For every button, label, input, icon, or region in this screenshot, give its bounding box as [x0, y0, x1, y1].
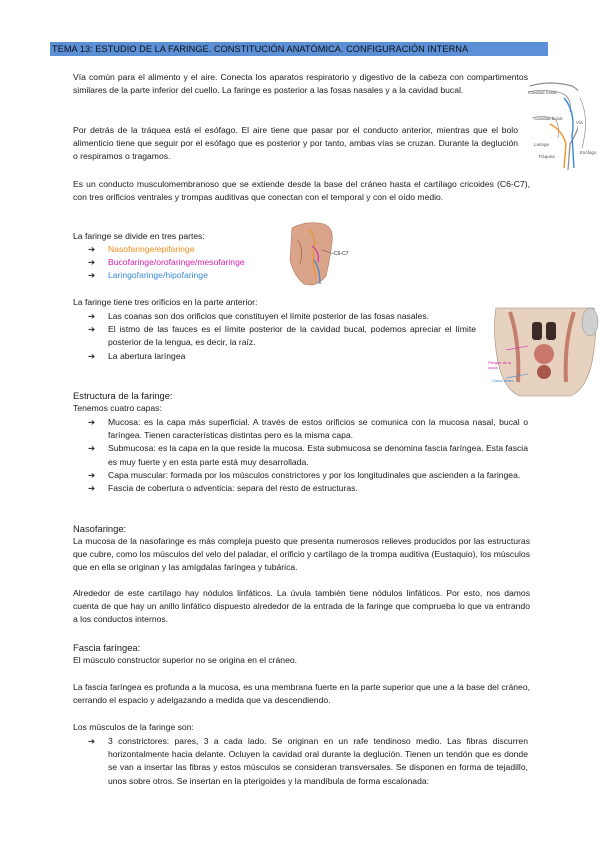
pharynx-parts-list — [88, 243, 288, 283]
layer-submucosa: Submucosa: es la capa en la que reside la mucosa. Esta submucosa se denomina fascia faríngea. Esta fascia es muy fuerte y en esta parte está muy desarrollada. — [108, 443, 528, 467]
muscles-intro: Los músculos de la faringe son: — [73, 722, 194, 732]
part-laringofaringe: Laringofaringe/hipofaringe — [108, 270, 208, 281]
figure1-label-nasal: Cavidad nasal — [528, 90, 557, 95]
list-item — [88, 256, 288, 269]
figure1-label-bucal: Cavidad bucal — [534, 116, 563, 121]
esophagus-paragraph: Por detrás de la tráquea está el esófago. El aire tiene que pasar por el conducto anterior, mientras que el bolo alimenticio tiene que seguir por el esófago que es posterior y por tanto, ambas vías se cruzan. Durante la deglución o respiramos o tragamos. — [73, 125, 518, 162]
list-item — [88, 416, 528, 442]
conduit-paragraph: Es un conducto musculomembranoso que se extiende desde la base del cráneo hasta el cartílago cricoides (C6-C7), con tres orificios ventrales y trompas auditivas que conectan con el temporal y con el oído medio. — [73, 179, 530, 203]
figure1-label-traquea: Tráquea — [538, 154, 555, 159]
arrow-icon: ➔ — [88, 417, 96, 427]
muscles-list — [88, 735, 528, 788]
part-nasofaringe: Nasofaringe/epifaringe — [108, 244, 195, 254]
layer-muscular: Capa muscular: formada por los músculos constrictores y por los longitudinales que ascienden a la faringea. — [108, 469, 521, 480]
arrow-icon: ➔ — [88, 244, 96, 254]
orifice-coanas: Las coanas son dos orificios que constituyen el límite posterior de las fosas nasales. — [108, 311, 430, 321]
layers-intro: Tenemos cuatro capas: — [73, 403, 162, 413]
figure1-label-via: Vía — [576, 120, 583, 125]
muscle-constrictores: 3 constrictores: pares, 3 a cada lado. Se originan en un rafe tendinoso medio. Las fibras discurren horizontalmente hacia delante. Ocluyen la cavidad oral durante la deglución. Tienen un tendón que es donde se van a insertar las fibras y estos músculos se consideran transversales. Se disponen en forma de tejadillo, unos sobre otros. Se insertan en la pterigoides y la mandíbula de forma escalonada: — [108, 736, 528, 786]
list-item — [88, 269, 288, 282]
arrow-icon: ➔ — [88, 311, 96, 321]
nasofaringe-paragraph-1: La mucosa de la nasofaringe es más compleja puesto que presenta numerosos relieves producidos por las estructuras que cubre, como los músculos del velo del paladar, el orificio y cartílago de la trompa auditiva (Eustaquio), los músculos que en ella se originan y las amígdalas faríngea y tubárica. — [73, 536, 530, 573]
fascia-heading: Fascia faríngea: — [73, 642, 141, 653]
figure1-label-esofago: Esófago — [580, 150, 597, 155]
layer-adventicia: Fascia de cobertura o adventicia: separa del resto de estructuras. — [108, 483, 358, 494]
arrow-icon: ➔ — [88, 350, 96, 361]
list-item — [88, 323, 476, 349]
page-title: TEMA 13: ESTUDIO DE LA FARINGE. CONSTITUCIÓN ANATÓMICA. CONFIGURACIÓN INTERNA — [50, 42, 548, 56]
parts-intro: La faringe se divide en tres partes: — [73, 231, 205, 241]
list-item — [88, 310, 476, 323]
pharynx-posterior-figure — [490, 302, 600, 398]
fascia-paragraph-1: El músculo constructor superior no se origina en el cráneo. — [73, 655, 298, 665]
arrow-icon: ➔ — [88, 469, 96, 480]
arrow-icon: ➔ — [88, 257, 96, 268]
structure-heading: Estructura de la faringe: — [73, 390, 173, 401]
list-item — [88, 482, 528, 495]
airway-diagram-labels — [520, 78, 600, 174]
figure2-label: C6-C7 — [334, 251, 349, 257]
layer-mucosa: Mucosa: es la capa más superficial. A través de estos orificios se comunica con la mucosa nasal, bucal o faríngea. Tienen características distintas pero es la misma capa. — [108, 417, 528, 441]
arrow-icon: ➔ — [88, 483, 96, 494]
layers-list — [88, 416, 528, 495]
list-item — [88, 350, 476, 363]
part-bucofaringe: Bucofaringe/orofaringe/mesofaringe — [108, 257, 245, 268]
arrow-icon: ➔ — [88, 324, 96, 335]
orifice-istmo: El istmo de las fauces es el límite posterior de la cavidad bucal, podemos apreciar el límite posterior de la lengua, es decir, la raíz. — [108, 324, 476, 348]
fascia-paragraph-2: La fascia faríngea es profunda a la mucosa, es una membrana fuerte en la parte superior que une a la base del cráneo, cerrando el espacio y adelgazando a medida que va descendiendo. — [73, 682, 530, 706]
arrow-icon: ➔ — [88, 443, 96, 454]
nasofaringe-paragraph-2: Alrededor de este cartílago hay nódulos linfáticos. La úvula también tiene nódulos linfáticos. Por esto, nos damos cuenta de que hay un anillo linfático dispuesto alrededor de la entrada de la faringe que comprueba lo que va entrando a los conductos internos. — [73, 588, 530, 625]
arrow-icon: ➔ — [88, 270, 96, 281]
list-item — [88, 735, 528, 788]
figure3-label-fibras: Canal fibras — [492, 378, 514, 383]
orifice-laringea: La abertura laríngea — [108, 350, 186, 361]
orifices-list — [88, 310, 476, 363]
list-item — [88, 243, 288, 256]
list-item — [88, 469, 528, 482]
orifices-intro: La faringe tiene tres orificios en la parte anterior: — [73, 297, 258, 307]
figure1-label-laringe: Laringe — [534, 142, 550, 147]
list-item — [88, 442, 528, 468]
arrow-icon: ➔ — [88, 736, 96, 746]
intro-paragraph: Vía común para el alimento y el aire. Conecta los aparatos respiratorio y digestivo de la cabeza con compartimentos similares de la parte inferior del cuello. La faringe es posterior a las fosas nasales y a la cavidad bucal. — [73, 72, 528, 96]
nasofaringe-heading: Nasofaringe: — [73, 523, 127, 534]
figure3-label-uvula: Pliegue de la úvula — [488, 360, 512, 370]
